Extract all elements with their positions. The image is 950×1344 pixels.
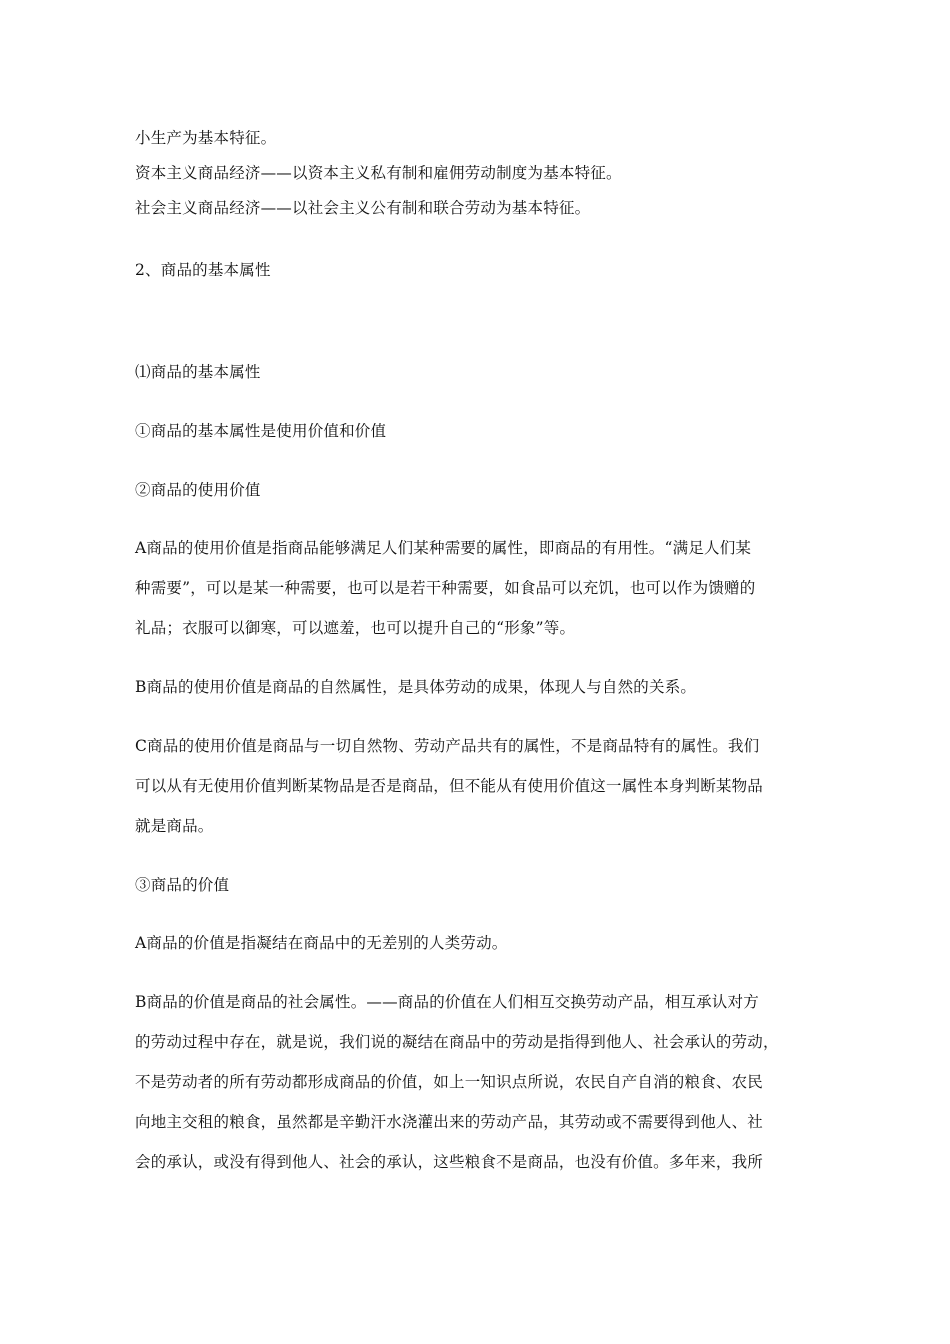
paragraph-line: 不是劳动者的所有劳动都形成商品的价值，如上一知识点所说，农民自产自消的粮食、农民: [135, 1073, 764, 1091]
paragraph-line: 的劳动过程中存在，就是说，我们说的凝结在商品中的劳动是指得到他人、社会承认的劳动，: [135, 1033, 779, 1051]
paragraph-line: B商品的价值是商品的社会属性。——商品的价值在人们相互交换劳动产品，相互承认对方: [135, 993, 759, 1011]
paragraph-line: 会的承认，或没有得到他人、社会的承认，这些粮食不是商品，也没有价值。多年来，我所: [135, 1153, 764, 1171]
paragraph-line: 向地主交租的粮食，虽然都是辛勤汗水浇灌出来的劳动产品，其劳动或不需要得到他人、社: [135, 1113, 764, 1131]
subsection-heading: ⑴商品的基本属性: [135, 363, 261, 381]
text-line: 资本主义商品经济——以资本主义私有制和雇佣劳动制度为基本特征。: [135, 164, 622, 182]
paragraph-line: 种需要”，可以是某一种需要，也可以是若干种需要，如食品可以充饥，也可以作为馈赠的: [135, 579, 756, 597]
section-heading: 2、商品的基本属性: [135, 261, 271, 279]
paragraph-line: A商品的价值是指凝结在商品中的无差别的人类劳动。: [135, 934, 508, 952]
paragraph-line: 礼品；衣服可以御寒，可以遮羞，也可以提升自己的“形象”等。: [135, 619, 576, 637]
paragraph-line: B商品的使用价值是商品的自然属性，是具体劳动的成果，体现人与自然的关系。: [135, 678, 697, 696]
paragraph-line: C商品的使用价值是商品与一切自然物、劳动产品共有的属性，不是商品特有的属性。我们: [135, 737, 760, 755]
text-line: 社会主义商品经济——以社会主义公有制和联合劳动为基本特征。: [135, 199, 591, 217]
paragraph-line: A商品的使用价值是指商品能够满足人们某种需要的属性，即商品的有用性。“满足人们某: [135, 539, 752, 557]
list-item-heading: ①商品的基本属性是使用价值和价值: [135, 422, 387, 440]
list-item-heading: ②商品的使用价值: [135, 481, 261, 499]
list-item-heading: ③商品的价值: [135, 876, 230, 894]
text-line: 小生产为基本特征。: [135, 129, 277, 147]
paragraph-line: 可以从有无使用价值判断某物品是否是商品，但不能从有使用价值这一属性本身判断某物品: [135, 777, 764, 795]
paragraph-line: 就是商品。: [135, 817, 214, 835]
